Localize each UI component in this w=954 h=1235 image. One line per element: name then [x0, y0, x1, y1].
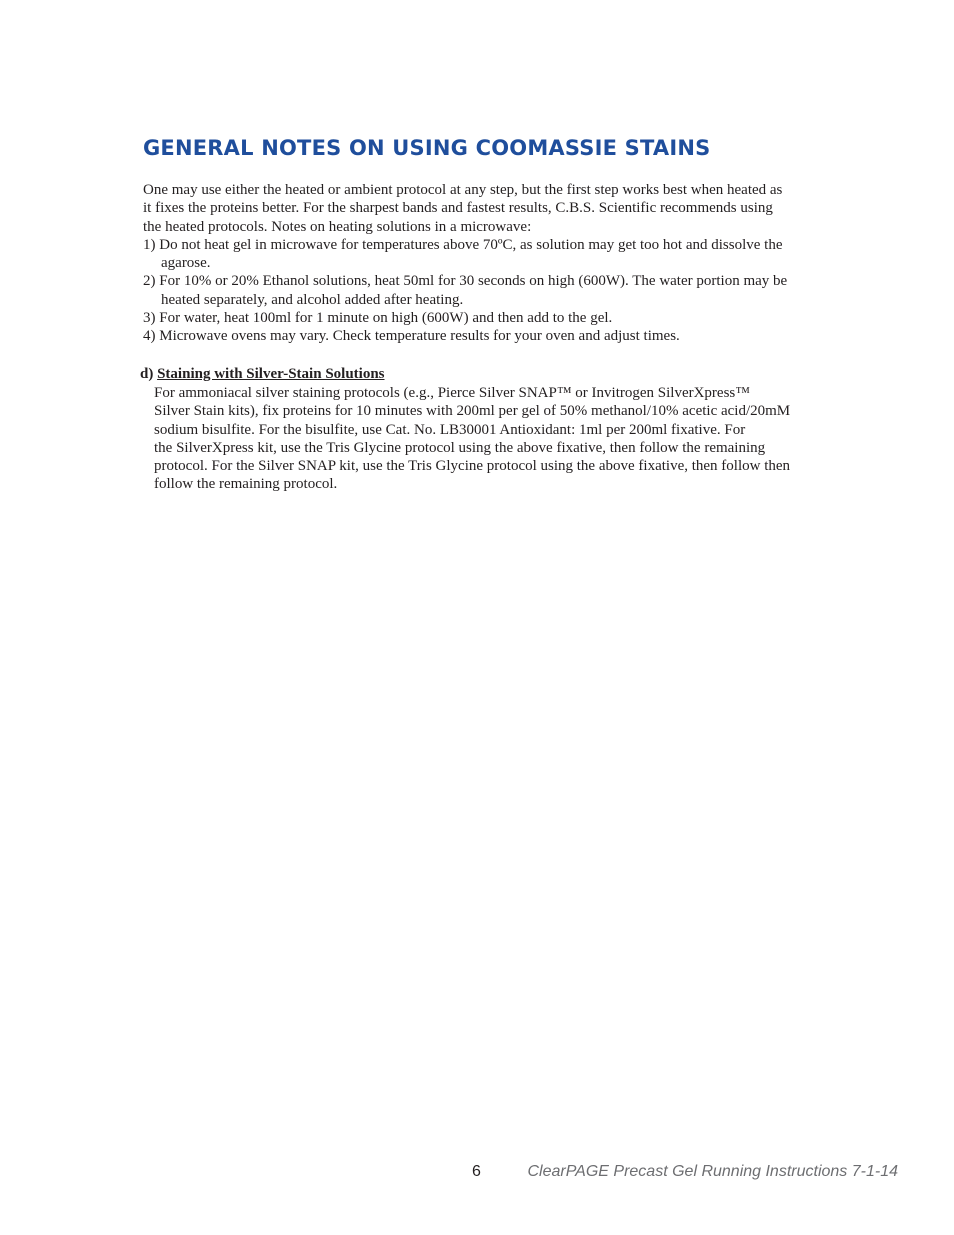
- silver-line: follow the remaining protocol.: [154, 476, 338, 493]
- intro-line: it fixes the proteins better. For the sharpest bands and fastest results, C.B.S. Scientific recommends using: [143, 200, 773, 217]
- silver-section-heading: [140, 365, 385, 383]
- section-heading: GENERAL NOTES ON USING COOMASSIE STAINS: [143, 136, 711, 160]
- note-4: 4) Microwave ovens may vary. Check temperature results for your oven and adjust times.: [143, 328, 680, 345]
- page-number: 6: [472, 1163, 481, 1180]
- silver-line: protocol. For the Silver SNAP kit, use the Tris Glycine protocol using the above fixative, then follow then: [154, 458, 791, 475]
- note-2-continued: heated separately, and alcohol added after heating.: [161, 291, 464, 308]
- note-2: 2) For 10% or 20% Ethanol solutions, heat 50ml for 30 seconds on high (600W). The water portion may be: [143, 273, 788, 290]
- footer-document-title: ClearPAGE Precast Gel Running Instructions 7-1-14: [527, 1163, 898, 1180]
- silver-section-body: [154, 384, 844, 494]
- note-3: 3) For water, heat 100ml for 1 minute on high (600W) and then add to the gel.: [143, 310, 613, 327]
- note-1-continued: agarose.: [161, 255, 211, 272]
- silver-line: For ammoniacal silver staining protocols (e.g., Pierce Silver SNAP™ or Invitrogen SilverXpress™: [154, 385, 750, 401]
- silver-section-title: Staining with Silver-Stain Solutions: [157, 366, 385, 382]
- section-marker: d): [140, 366, 154, 382]
- intro-line: One may use either the heated or ambient protocol at any step, but the first step works best when heated as: [143, 182, 783, 198]
- silver-line: Silver Stain kits), fix proteins for 10 minutes with 200ml per gel of 50% methanol/10% acetic acid/20mM: [154, 403, 791, 420]
- intro-line: the heated protocols. Notes on heating solutions in a microwave:: [143, 218, 532, 235]
- intro-paragraph: [143, 181, 833, 346]
- note-1: 1) Do not heat gel in microwave for temperatures above 70ºC, as solution may get too hot and dissolve the: [143, 236, 783, 253]
- silver-line: sodium bisulfite. For the bisulfite, use Cat. No. LB30001 Antioxidant: 1ml per 200ml fixative. For: [154, 421, 746, 438]
- silver-line: the SilverXpress kit, use the Tris Glycine protocol using the above fixative, then follow the remaining: [154, 439, 766, 456]
